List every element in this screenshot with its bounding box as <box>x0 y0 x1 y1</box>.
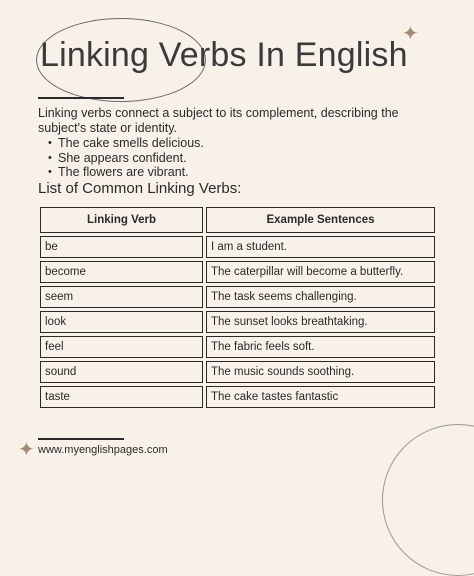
example-cell: The task seems challenging. <box>206 286 435 308</box>
sparkle-star-icon: ✦ <box>402 23 419 45</box>
column-header-verb: Linking Verb <box>40 207 203 233</box>
verb-cell: look <box>40 311 203 333</box>
sparkle-star-icon: ✦ <box>18 439 35 461</box>
list-item: • The flowers are vibrant. <box>48 165 204 180</box>
verb-cell: be <box>40 236 203 258</box>
table-row <box>40 286 435 308</box>
intro-text: Linking verbs connect a subject to its complement, describing the subject's state or identity. <box>38 106 399 135</box>
footer-website-link[interactable]: www.myenglishpages.com <box>38 444 168 456</box>
example-cell: I am a student. <box>206 236 435 258</box>
table-row <box>40 361 435 383</box>
table-header-row <box>40 207 435 233</box>
verb-cell: sound <box>40 361 203 383</box>
section-heading: List of Common Linking Verbs: <box>38 180 242 197</box>
table-row <box>40 236 435 258</box>
table-row <box>40 311 435 333</box>
verb-cell: taste <box>40 386 203 408</box>
verb-cell: seem <box>40 286 203 308</box>
corner-arc-decoration <box>382 424 474 576</box>
verb-cell: become <box>40 261 203 283</box>
example-cell: The sunset looks breathtaking. <box>206 311 435 333</box>
title-divider <box>38 97 124 99</box>
example-cell: The fabric feels soft. <box>206 336 435 358</box>
footer-divider <box>38 438 124 440</box>
table-row <box>40 261 435 283</box>
table-row <box>40 386 435 408</box>
column-header-examples: Example Sentences <box>206 207 435 233</box>
example-list <box>48 136 204 180</box>
linking-verbs-table <box>37 204 438 411</box>
example-cell: The music sounds soothing. <box>206 361 435 383</box>
table-row <box>40 336 435 358</box>
example-cell: The cake tastes fantastic <box>206 386 435 408</box>
verb-cell: feel <box>40 336 203 358</box>
list-item: • She appears confident. <box>48 151 204 166</box>
list-item: • The cake smells delicious. <box>48 136 204 151</box>
example-cell: The caterpillar will become a butterfly. <box>206 261 435 283</box>
page-title: Linking Verbs In English <box>40 36 408 74</box>
